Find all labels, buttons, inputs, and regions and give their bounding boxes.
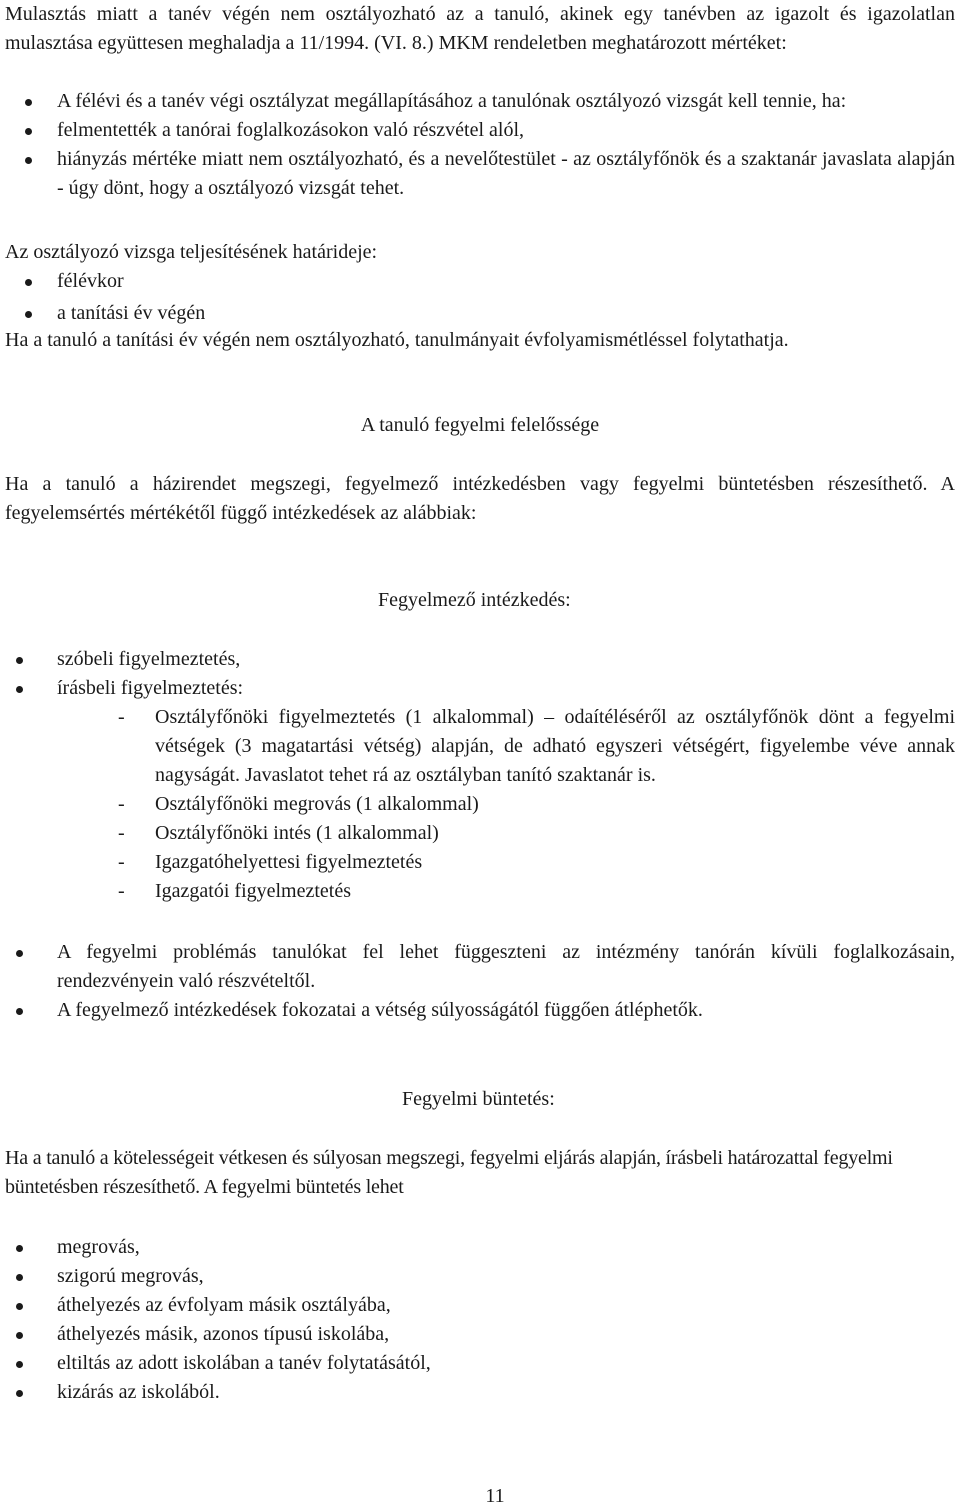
page-number: 11: [485, 1485, 505, 1507]
list-item: hiányzás mértéke miatt nem osztályozható, és a nevelőtestület - az osztályfőnök és a szaktanár javaslata alapján - úgy dönt, hogy a osztályozó vizsgát tehet.: [5, 145, 955, 203]
list-item: A fegyelmi problémás tanulókat fel lehet függeszteni az intézmény tanórán kívüli foglalkozásain, rendezvényein való részvételtől.: [5, 938, 955, 996]
list-item: kizárás az iskolából.: [5, 1378, 955, 1407]
punishment-paragraph: Ha a tanuló a kötelességeit vétkesen és súlyosan megszegi, fegyelmi eljárás alapján, írásbeli határozattal fegyelmi büntetésben részesíthető. A fegyelmi büntetés lehet: [5, 1147, 893, 1198]
list-item: szigorú megrovás,: [5, 1262, 955, 1291]
dash-marker: -: [118, 793, 125, 815]
list-item: a tanítási év végén: [5, 299, 955, 328]
dash-item-text: Osztályfőnöki intés (1 alkalommal): [155, 822, 439, 844]
list-item: megrovás,: [5, 1233, 955, 1262]
dash-item-text: Osztályfőnöki megrovás (1 alkalommal): [155, 793, 479, 815]
list-item: [5, 703, 955, 790]
list-item: írásbeli figyelmeztetés:: [5, 674, 955, 703]
dash-item-text: Igazgatói figyelmeztetés: [155, 880, 352, 902]
intro-paragraph: Mulasztás miatt a tanév végén nem osztályozható az a tanuló, akinek egy tanévben az igazolt és igazolatlan mulasztása együttesen meghaladja a 11/1994. (VI. 8.) MKM rendeletben meghatározott mértéket:: [5, 3, 955, 54]
list-item: [5, 790, 955, 819]
dash-item-text: Osztályfőnöki figyelmeztetés (1 alkalommal) – odaítéléséről az osztályfőnök dönt a fegyelmi vétségek (3 magatartási vétség) alapján, de adható egyszeri vétségért, figyelembe véve annak nagyságát. Javaslatot tehet rá az osztályban tanító szaktanár is.: [155, 706, 955, 786]
list-item: félévkor: [5, 267, 955, 296]
measures-bullet-list: [5, 645, 955, 703]
measures-heading: Fegyelmező intézkedés:: [378, 589, 571, 611]
deadline-bullet-list: [5, 267, 955, 328]
punishment-bullet-list: [5, 1233, 955, 1407]
discipline-paragraph: Ha a tanuló a házirendet megszegi, fegyelmező intézkedésben vagy fegyelmi büntetésben részesíthető. A fegyelemsértés mértékétől függő intézkedések az alábbiak:: [5, 473, 955, 524]
dash-marker: -: [118, 822, 125, 844]
list-item: felmentették a tanórai foglalkozásokon való részvétel alól,: [5, 116, 955, 145]
list-item: [5, 848, 955, 877]
list-item: A fegyelmező intézkedések fokozatai a vétség súlyosságától függően átléphetők.: [5, 996, 955, 1025]
intro-bullet-list: [5, 87, 955, 203]
punishment-heading: Fegyelmi büntetés:: [402, 1088, 555, 1110]
deadline-paragraph: Az osztályozó vizsga teljesítésének határideje:: [5, 241, 378, 263]
measures-bullet-list-2: [5, 938, 955, 1025]
list-item: szóbeli figyelmeztetés,: [5, 645, 955, 674]
list-item: A félévi és a tanév végi osztályzat megállapításához a tanulónak osztályozó vizsgát kell tennie, ha:: [5, 87, 955, 116]
dash-marker: -: [118, 851, 125, 873]
list-item: [5, 819, 955, 848]
list-item: áthelyezés másik, azonos típusú iskolába,: [5, 1320, 955, 1349]
list-item: [5, 877, 955, 906]
dash-marker: -: [118, 880, 125, 902]
dash-marker: -: [118, 706, 125, 728]
list-item: eltiltás az adott iskolában a tanév folytatásától,: [5, 1349, 955, 1378]
repeat-paragraph: Ha a tanuló a tanítási év végén nem osztályozható, tanulmányait évfolyamismétléssel folytathatja.: [5, 329, 789, 351]
discipline-heading: A tanuló fegyelmi felelőssége: [360, 414, 600, 436]
measures-dash-list: [5, 703, 955, 906]
list-item: áthelyezés az évfolyam másik osztályába,: [5, 1291, 955, 1320]
dash-item-text: Igazgatóhelyettesi figyelmeztetés: [155, 851, 423, 873]
